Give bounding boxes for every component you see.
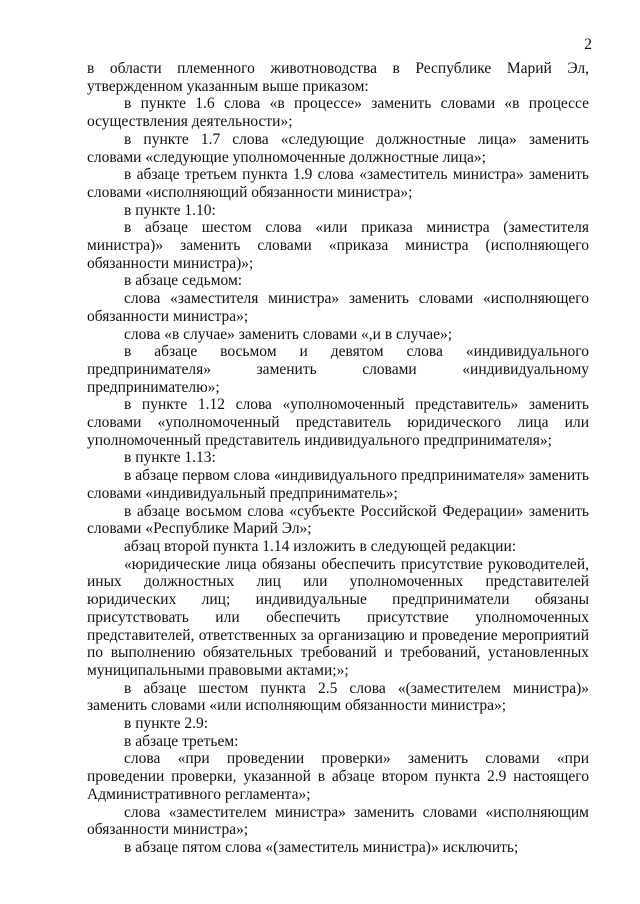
paragraph-item-1-10-sixth: в абзаце шестом слова «или приказа министра (заместителя министра)» заменить словами «приказа министра (исполняющего обязанности министра)»;: [87, 219, 589, 272]
paragraph-item-1-13-first: в абзаце первом слова «индивидуального предпринимателя» заменить словами «индивидуальный предприниматель»;: [87, 467, 589, 502]
paragraph-item-2-9-third-a: слова «при проведении проверки» заменить словами «при проведении проверки, указанной в абзаце втором пункта 2.9 настоящего Административного регламента»;: [87, 750, 589, 803]
paragraph-continuation: в области племенного животноводства в Республике Марий Эл, утвержденном указанным выше приказом:: [87, 60, 589, 95]
paragraph-item-1-10-seventh-heading: в абзаце седьмом:: [124, 272, 243, 290]
paragraph-item-2-9-third-b: слова «заместителем министра» заменить словами «исполняющим обязанности министра»;: [87, 803, 589, 839]
paragraph-item-1-6: в пункте 1.6 слова «в процессе» заменить словами «в процессе осуществления деятельности»;: [87, 95, 589, 131]
paragraph-item-2-9-third-heading: в абзаце третьем:: [124, 732, 239, 750]
paragraph-item-1-13-eighth: в абзаце восьмом слова «субъекте Российской Федерации» заменить словами «Республике Марий Эл»;: [87, 502, 589, 538]
paragraph-item-1-7: в пункте 1.7 слова «следующие должностные лица» заменить словами «следующие уполномоченные должностные лица»;: [87, 130, 589, 166]
page-number: 2: [584, 36, 592, 53]
paragraph-item-2-9-fifth: в абзаце пятом слова «(заместитель министра)» исключить;: [124, 838, 519, 856]
paragraph-item-1-9: в абзаце третьем пункта 1.9 слова «заместитель министра» заменить словами «исполняющий обязанности министра»;: [87, 166, 589, 201]
document-body: [87, 60, 589, 857]
paragraph-item-1-10-seventh-a: слова «заместителя министра» заменить словами «исполняющего обязанности министра»;: [87, 290, 589, 325]
paragraph-item-1-10-seventh-b: слова «в случае» заменить словами «,и в случае»;: [124, 325, 453, 343]
paragraph-item-1-10-heading: в пункте 1.10:: [124, 201, 216, 219]
paragraph-item-2-9-heading: в пункте 2.9:: [124, 715, 209, 733]
paragraph-item-1-14-heading: абзац второй пункта 1.14 изложить в следующей редакции:: [124, 537, 517, 555]
paragraph-item-1-13-heading: в пункте 1.13:: [124, 449, 216, 467]
paragraph-item-1-12: в пункте 1.12 слова «уполномоченный представитель» заменить словами «уполномоченный представитель юридического лица или уполномоченный представитель индивидуального предпринимателя»;: [87, 396, 589, 449]
paragraph-item-2-5: в абзаце шестом пункта 2.5 слова «(заместителем министра)» заменить словами «или исполняющим обязанности министра»;: [87, 679, 589, 715]
paragraph-item-1-14-text: «юридические лица обязаны обеспечить присутствие руководителей, иных должностных лиц или уполномоченных представителей юридических лиц; индивидуальные предприниматели обязаны присутствовать или обеспечить присутствие уполномоченных представителей, ответственных за организацию и проведение мероприятий по выполнению обязательных требований и требований, установленных муниципальными правовыми актами;»;: [87, 555, 589, 679]
paragraph-item-1-10-eighth-ninth: в абзаце восьмом и девятом слова «индивидуального предпринимателя» заменить словами «индивидуальному предпринимателю»;: [87, 343, 589, 396]
